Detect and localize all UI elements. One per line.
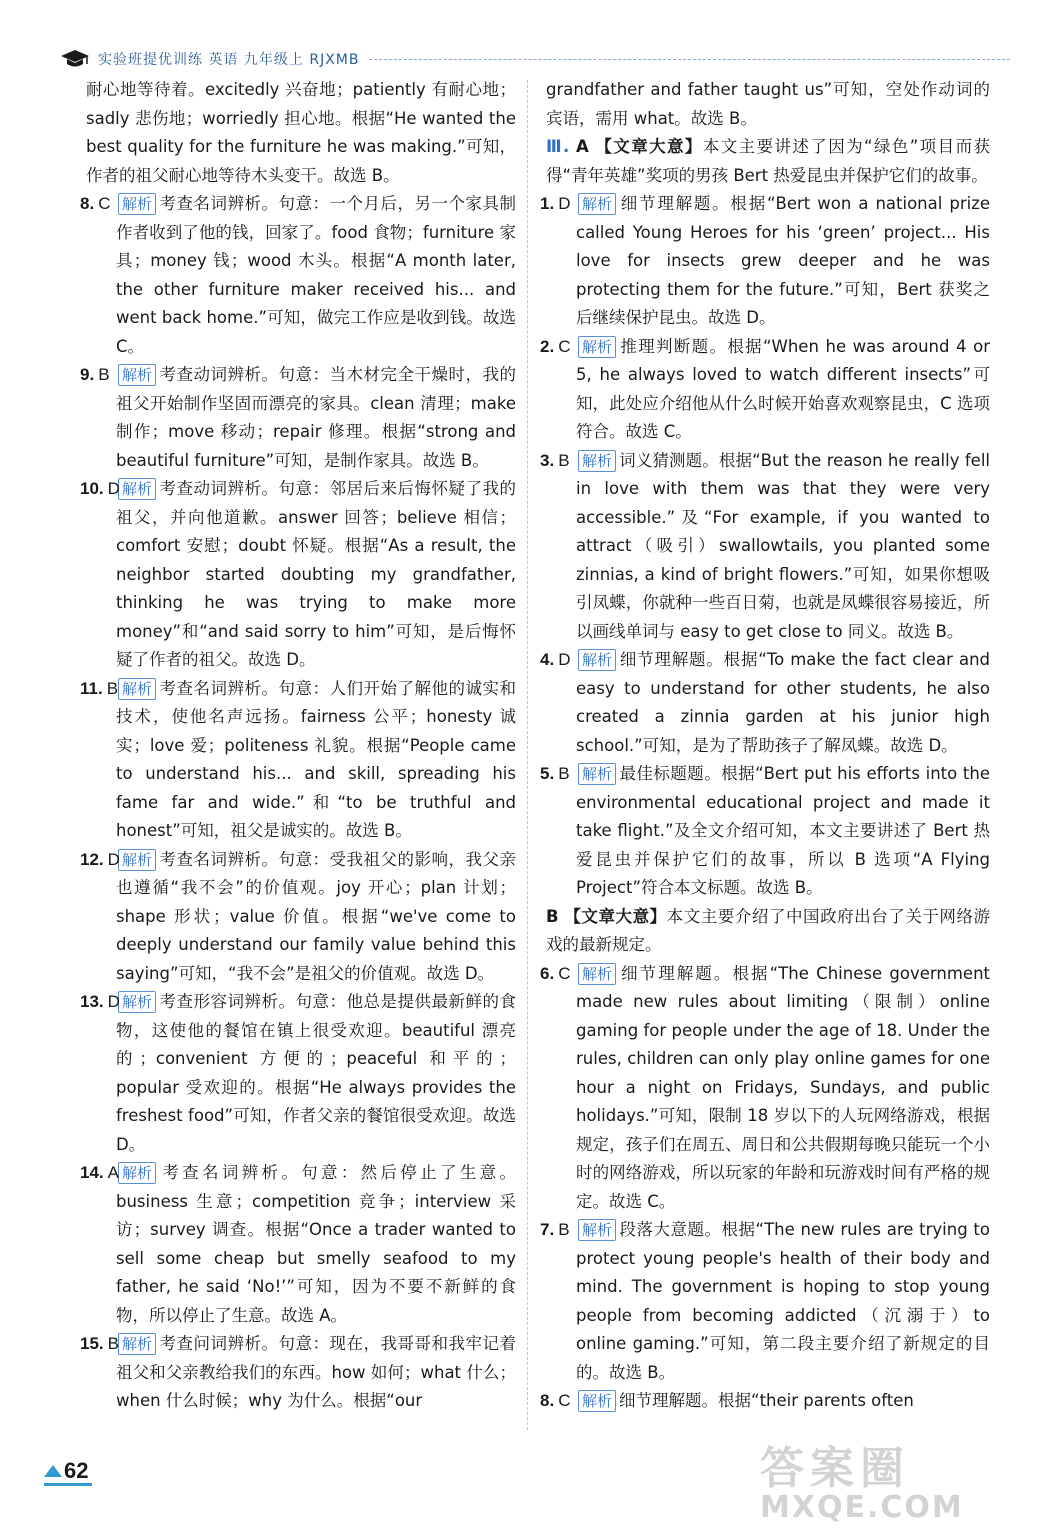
analysis-tag: 解析 [118, 1333, 156, 1355]
continued-paragraph: 耐心地等待着。excitedly 兴奋地；patiently 有耐心地；sadly 悲伤地；worriedly 担心地。根据“He wanted the best quality for the furniture he was making.”可知，作者的祖父耐心地等待木头变干。故选 B。 [86, 80, 516, 185]
analysis-tag: 解析 [578, 1390, 616, 1412]
page-header [60, 46, 1010, 72]
section-3-summary [540, 133, 990, 190]
analysis-text: 考查问词辨析。句意：现在，我哥哥和我牢记着祖父和父亲教给我们的东西。how 如何；what 什么；when 什么时候；why 为什么。根据“our [116, 1334, 516, 1410]
analysis-tag: 解析 [578, 336, 616, 358]
question-number: 4. D [540, 650, 571, 669]
question-number: 11. B [80, 678, 119, 698]
analysis-text: 段落大意题。根据“The new rules are trying to protect young people's health of their body and mind. The government is hoping to stop young people from becoming addicted（沉溺于）to online gaming.”可知，第二段主要介绍了新规定的目的。故选 B。 [576, 1220, 990, 1382]
question-number: 3. B [540, 450, 570, 470]
summary-heading: 【文章大意】 [564, 906, 667, 926]
answer-item [80, 475, 516, 675]
section-number: Ⅲ. [546, 137, 570, 156]
passage-b-answer-list [540, 960, 990, 1416]
header-title: 实验班提优训练 英语 九年级上 RJXMB [98, 52, 360, 68]
answer-item [80, 190, 516, 361]
answer-letter: B [106, 678, 119, 698]
answer-item [540, 190, 990, 333]
summary-text: 本文主要介绍了中国政府出台了关于网络游戏的最新规定。 [546, 906, 990, 954]
question-number: 15. B [80, 1334, 119, 1353]
answer-item [540, 1387, 990, 1416]
summary-heading: 【文章大意】 [595, 137, 703, 156]
question-number: 8. C [540, 1391, 571, 1410]
watermark-url: MXQE.COM [760, 1490, 964, 1525]
analysis-tag: 解析 [578, 963, 616, 985]
passage-letter: B [546, 906, 559, 926]
analysis-text: 考查名词辨析。句意：人们开始了解他的诚实和技术，使他名声远扬。fairness 公平；honesty 诚实；love 爱；politeness 礼貌。根据“People came to understand his... and skill, spreading his fame far and wide.”和“to be truthful and honest”可知，祖父是诚实的。故选 B。 [116, 678, 516, 840]
analysis-tag: 解析 [578, 649, 616, 671]
question-number: 10. D [80, 479, 120, 498]
analysis-text: 考查动词辨析。句意：邻居后来后悔怀疑了我的祖父，并向他道歉。answer 回答；believe 相信；comfort 安慰；doubt 怀疑。根据“As a result, the neighbor started doubting my grandfather, thinking he was trying to make more money”和“and said sorry to him”可知，是后悔怀疑了作者的祖父。故选 D。 [116, 479, 516, 669]
question-number: 14. A [80, 1163, 119, 1182]
page-number-text: 62 [64, 1458, 89, 1483]
answer-item [540, 960, 990, 1217]
left-column [80, 76, 516, 1416]
answer-letter: D [107, 479, 120, 498]
analysis-text: 考查名词辨析。句意：然后停止了生意。business 生意；competition 竞争；interview 采访；survey 调查。根据“Once a trader wanted to sell some cheap but smelly seafood to my father, he said ‘No!’”可知，因为不要不新鲜的食物，所以停止了生意。故选 A。 [116, 1163, 516, 1325]
analysis-text: 考查动词辨析。句意：当木材完全干燥时，我的祖父开始制作坚固而漂亮的家具。clean 清理；make 制作；move 移动；repair 修理。根据“strong and beautiful furniture”可知，是制作家具。故选 B。 [116, 365, 516, 470]
answer-letter: D [558, 194, 571, 213]
continued-paragraph-right: grandfather and father taught us”可知，空处作动词的宾语，需用 what。故选 B。 [546, 80, 990, 128]
answer-item [540, 333, 990, 447]
summary-text: 本文主要讲述了因为“绿色”项目而获得“青年英雄”奖项的男孩 Bert 热爱昆虫并保护它们的故事。 [546, 137, 990, 185]
analysis-text: 考查形容词辨析。句意：他总是提供最新鲜的食物，这使他的餐馆在镇上很受欢迎。beautiful 漂亮的；convenient 方便的；peaceful 和平的；popular 受欢迎的。根据“He always provides the freshest food”可知，作者父亲的餐馆很受欢迎。故选 D。 [116, 992, 516, 1154]
question-number: 2. C [540, 336, 571, 356]
question-number: 8. C [80, 194, 111, 213]
analysis-tag: 解析 [118, 849, 156, 871]
page-number [44, 1456, 88, 1486]
analysis-tag: 解析 [118, 991, 156, 1013]
question-number: 5. B [540, 764, 570, 783]
analysis-tag: 解析 [118, 478, 156, 500]
answer-item [80, 1330, 516, 1416]
analysis-text: 推理判断题。根据“When he was around 4 or 5, he always loved to watch different insects”可知，此处应介绍他从什么时候开始喜欢观察昆虫，C 选项符合。故选 C。 [576, 336, 990, 441]
analysis-text: 最佳标题题。根据“Bert put his efforts into the environmental educational project and made it take flight.”及全文介绍可知，本文主要讲述了 Bert 热爱昆虫并保护它们的故事，所以 B 选项“A Flying Project”符合本文标题。故选 B。 [576, 764, 990, 897]
passage-b-summary [540, 903, 990, 960]
answer-item [80, 361, 516, 475]
question-number: 7. B [540, 1220, 570, 1239]
answer-letter: B [558, 1220, 570, 1239]
answer-letter: B [558, 764, 570, 783]
analysis-tag: 解析 [118, 193, 156, 215]
answer-item [80, 846, 516, 989]
analysis-text: 细节理解题。根据“To make the fact clear and easy to understand for other students, he also created a zinnia garden at his junior high school.”可知，是为了帮助孩子了解凤蝶。故选 D。 [576, 650, 990, 755]
answer-letter: C [558, 963, 571, 983]
answer-item [540, 760, 990, 903]
analysis-text: 考查名词辨析。句意：一个月后，另一个家具制作者收到了他的钱，回家了。food 食物；furniture 家具；money 钱；wood 木头。根据“A month later, the other furniture maker received his... and went back home.”可知，做完工作应是收到钱。故选 C。 [116, 194, 516, 356]
answer-letter: D [107, 992, 120, 1011]
analysis-tag: 解析 [118, 364, 156, 386]
passage-a-answer-list [540, 190, 990, 903]
analysis-text: 细节理解题。根据“their parents often [619, 1391, 914, 1410]
answer-letter: C [558, 336, 571, 356]
answer-letter: C [558, 1391, 571, 1410]
answer-letter: B [107, 1334, 119, 1353]
analysis-tag: 解析 [578, 763, 616, 785]
answer-item [80, 988, 516, 1159]
question-number: 13. D [80, 992, 120, 1011]
passage-letter: A [575, 137, 589, 156]
page-number-underline [44, 1483, 92, 1486]
answer-item [80, 675, 516, 846]
analysis-tag: 解析 [578, 450, 616, 472]
answer-letter: C [98, 194, 111, 213]
question-number: 6. C [540, 963, 571, 983]
answer-letter: A [107, 1163, 119, 1182]
analysis-text: 词义猜测题。根据“But the reason he really fell in love with them was that they were very accessible.”及“For example, if you wanted to attract（吸引）swallowtails, you planted some zinnias, a kind of bright flowers.”可知，如果你想吸引凤蝶，你就种一些百日菊，也就是凤蝶很容易接近，所以画线单词与 easy to get close to 同义。故选 B。 [576, 450, 990, 641]
analysis-tag: 解析 [578, 1219, 616, 1241]
answer-letter: B [558, 450, 570, 470]
column-divider [527, 80, 528, 1430]
left-answer-list [80, 190, 516, 1416]
answer-letter: D [107, 849, 120, 869]
right-column [540, 76, 990, 1416]
graduation-cap-icon [60, 48, 90, 70]
analysis-tag: 解析 [118, 1162, 156, 1184]
question-number: 1. D [540, 194, 571, 213]
answer-letter: D [558, 650, 571, 669]
answer-item [80, 1159, 516, 1330]
header-rule [369, 59, 1010, 60]
analysis-text: 考查名词辨析。句意：受我祖父的影响，我父亲也遵循“我不会”的价值观。joy 开心；plan 计划；shape 形状；value 价值。根据“we've come to deeply understand our family value behind this saying”可知，“我不会”是祖父的价值观。故选 D。 [116, 849, 516, 983]
answer-letter: B [98, 365, 110, 384]
watermark-logo-text: 答案圈 [760, 1443, 910, 1494]
question-number: 9. B [80, 365, 110, 384]
watermark [760, 1432, 1030, 1532]
answer-item [540, 646, 990, 760]
answer-item [540, 447, 990, 647]
analysis-text: 细节理解题。根据“Bert won a national prize called Young Heroes for his ‘green’ project... His love for insects grew deeper and he was protecting them for the future.”可知，Bert 获奖之后继续保护昆虫。故选 D。 [576, 194, 990, 327]
answer-item [540, 1216, 990, 1387]
analysis-text: 细节理解题。根据“The Chinese government made new rules about limiting（限制）online gaming for people under the age of 18. Under the rules, children can only play online games for one hour a night on Fridays, Sundays, and public holidays.”可知，限制 18 岁以下的人玩网络游戏，根据规定，孩子们在周五、周日和公共假期每晚只能玩一个小时的网络游戏，所以玩家的年龄和玩游戏时间有严格的规定。故选 C。 [576, 963, 990, 1211]
question-number: 12. D [80, 849, 120, 869]
analysis-tag: 解析 [118, 678, 156, 700]
triangle-icon [44, 1465, 62, 1477]
analysis-tag: 解析 [578, 193, 616, 215]
